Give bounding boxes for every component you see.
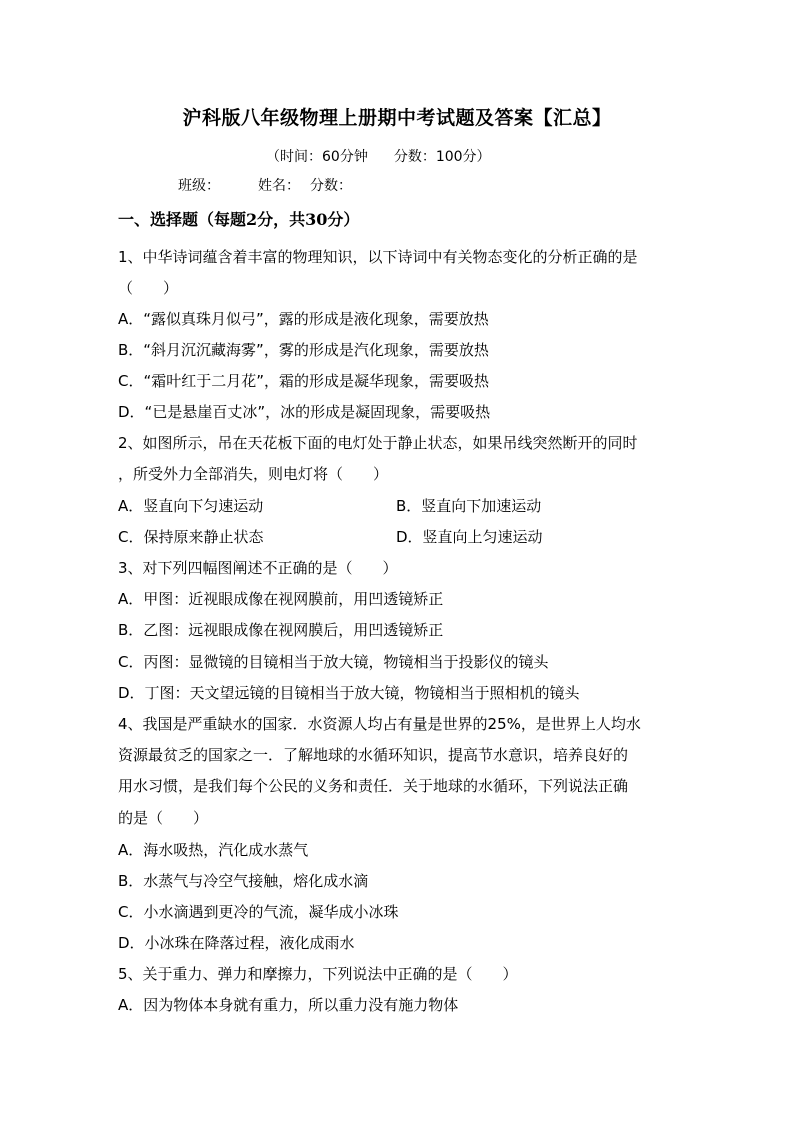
question-3-option-c: C．丙图：显微镜的目镜相当于放大镜，物镜相当于投影仪的镜头 — [118, 653, 549, 671]
question-1-stem-line-2: （ ） — [118, 279, 179, 297]
question-4-stem-line-4: 的是（ ） — [118, 809, 209, 827]
question-3-stem: 3、对下列四幅图阐述不正确的是（ ） — [118, 559, 398, 577]
section-heading: 一、选择题（每题2分，共30分） — [118, 210, 360, 229]
time-score-line — [266, 146, 491, 166]
question-1-option-b: B．“斜月沉沉藏海雾”，雾的形成是汽化现象，需要放热 — [118, 341, 489, 359]
student-info-line — [178, 175, 352, 195]
exam-total-score: 分数：100分） — [393, 149, 491, 165]
question-4-stem-line-1: 4、我国是严重缺水的国家．水资源人均占有量是世界的25%，是世界上人均水 — [118, 715, 641, 733]
score-label: 分数： — [310, 178, 352, 194]
question-1-option-a: A．“露似真珠月似弓”，露的形成是液化现象，需要放热 — [118, 310, 489, 328]
question-5-stem: 5、关于重力、弹力和摩擦力，下列说法中正确的是（ ） — [118, 965, 518, 983]
question-1-option-c: C．“霜叶红于二月花”，霜的形成是凝华现象，需要吸热 — [118, 372, 490, 390]
question-1-stem-line-1: 1、中华诗词蕴含着丰富的物理知识，以下诗词中有关物态变化的分析正确的是 — [118, 248, 638, 266]
question-4-stem-line-2: 资源最贫乏的国家之一．了解地球的水循环知识，提高节水意识，培养良好的 — [118, 746, 629, 764]
question-3-option-d: D．丁图：天文望远镜的目镜相当于放大镜，物镜相当于照相机的镜头 — [118, 684, 580, 702]
question-5-option-a: A．因为物体本身就有重力，所以重力没有施力物体 — [118, 996, 459, 1014]
question-2-option-c: C．保持原来静止状态 — [118, 528, 264, 546]
question-2-option-b: B．竖直向下加速运动 — [396, 497, 542, 515]
question-4-option-a: A．海水吸热，汽化成水蒸气 — [118, 841, 309, 859]
name-label: 姓名： — [258, 178, 300, 194]
question-4-stem-line-3: 用水习惯，是我们每个公民的义务和责任．关于地球的水循环，下列说法正确 — [118, 777, 629, 795]
question-3-option-b: B．乙图：远视眼成像在视网膜后，用凹透镜矫正 — [118, 621, 444, 639]
question-4-option-d: D．小冰珠在降落过程，液化成雨水 — [118, 934, 355, 952]
question-2-option-a: A．竖直向下匀速运动 — [118, 497, 264, 515]
class-label: 班级： — [178, 178, 220, 194]
exam-title: 沪科版八年级物理上册期中考试题及答案【汇总】 — [182, 107, 612, 129]
question-2-stem-line-1: 2、如图所示，吊在天花板下面的电灯处于静止状态，如果吊线突然断开的同时 — [118, 434, 638, 452]
exam-time: （时间：60分钟 — [266, 149, 368, 165]
question-3-option-a: A．甲图：近视眼成像在视网膜前，用凹透镜矫正 — [118, 590, 444, 608]
question-2-option-d: D．竖直向上匀速运动 — [396, 528, 543, 546]
question-4-option-c: C．小水滴遇到更冷的气流，凝华成小冰珠 — [118, 903, 399, 921]
question-4-option-b: B．水蒸气与冷空气接触，熔化成水滴 — [118, 872, 369, 890]
question-1-option-d: D．“已是悬崖百丈冰”，冰的形成是凝固现象，需要吸热 — [118, 403, 491, 421]
question-2-stem-line-2: ，所受外力全部消失，则电灯将（ ） — [118, 465, 389, 483]
